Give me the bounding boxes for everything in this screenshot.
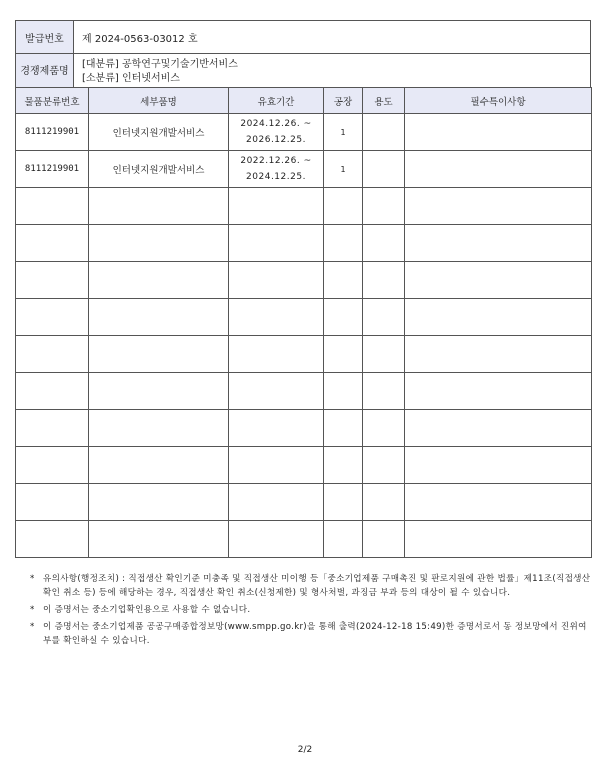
bullet-star: *: [30, 622, 35, 632]
empty-cell: [363, 299, 405, 336]
category-minor: [소분류] 인터넷서비스: [82, 72, 180, 84]
empty-cell: [89, 188, 229, 225]
product-table: [15, 87, 592, 558]
empty-cell: [16, 447, 89, 484]
empty-cell: [324, 521, 363, 558]
empty-cell: [405, 484, 592, 521]
empty-cell: [229, 299, 324, 336]
empty-cell: [405, 373, 592, 410]
table-row-empty: [16, 262, 592, 299]
empty-cell: [89, 447, 229, 484]
table-row-empty: [16, 188, 592, 225]
detail-product-name-cell: 인터넷지원개발서비스: [89, 114, 229, 151]
usage-cell: [363, 151, 405, 188]
note-verification: [30, 620, 595, 648]
empty-cell: [363, 188, 405, 225]
table-header-row: [16, 88, 592, 114]
detail-product-name-cell: 인터넷지원개발서비스: [89, 151, 229, 188]
empty-cell: [363, 225, 405, 262]
factory-cell: 1: [324, 114, 363, 151]
classification-number-cell: 8111219901: [16, 114, 89, 151]
note-usage-restriction: [30, 603, 595, 617]
table-row-empty: [16, 225, 592, 262]
product-name-label: 경쟁제품명: [16, 54, 74, 90]
empty-cell: [229, 521, 324, 558]
validity-period-cell: [229, 151, 324, 188]
empty-cell: [89, 484, 229, 521]
empty-cell: [89, 225, 229, 262]
empty-cell: [16, 299, 89, 336]
note-text: 이 증명서는 중소기업제품 공공구매종합정보망(www.smpp.go.kr)을 통해 출력(2024-12-18 15:49)한 증명서로서 동 정보망에서 진위여부를 확인하실 수 있습니다.: [43, 622, 587, 646]
empty-cell: [324, 484, 363, 521]
empty-cell: [229, 262, 324, 299]
usage-cell: [363, 114, 405, 151]
note-text: 이 증명서는 중소기업확인용으로 사용할 수 없습니다.: [43, 605, 251, 615]
empty-cell: [363, 484, 405, 521]
header-validity-period: 유효기간: [229, 88, 324, 114]
note-text: 유의사항(행정조치) : 직접생산 확인기준 미충족 및 직접생산 미이행 등「중소기업제품 구매촉진 및 판로지원에 관한 법률」제11조(직접생산 확인 취소 등) 등에 해당하는 경우, 직접생산 확인 취소(신청제한) 및 형사처벌, 과징금 부과 등의 대상이 될 수 있습니다.: [43, 574, 591, 598]
table-row-empty: [16, 299, 592, 336]
issue-number-label: 발급번호: [16, 21, 74, 54]
empty-cell: [229, 484, 324, 521]
certificate-info-table: [15, 20, 591, 90]
required-notes-cell: [405, 114, 592, 151]
table-row: [16, 114, 592, 151]
empty-cell: [405, 262, 592, 299]
empty-cell: [405, 410, 592, 447]
empty-cell: [363, 262, 405, 299]
table-row: [16, 151, 592, 188]
category-major: [대분류] 공학연구및기술기반서비스: [82, 58, 238, 70]
empty-cell: [324, 336, 363, 373]
empty-cell: [16, 484, 89, 521]
empty-cell: [16, 188, 89, 225]
table-row-empty: [16, 336, 592, 373]
empty-cell: [324, 447, 363, 484]
empty-cell: [363, 373, 405, 410]
empty-cell: [89, 299, 229, 336]
empty-cell: [89, 262, 229, 299]
empty-cell: [363, 521, 405, 558]
empty-cell: [229, 447, 324, 484]
header-required-notes: 필수특이사항: [405, 88, 592, 114]
validity-period-cell: [229, 114, 324, 151]
required-notes-cell: [405, 151, 592, 188]
empty-cell: [405, 299, 592, 336]
notes-section: [30, 572, 595, 651]
empty-cell: [405, 521, 592, 558]
period-end: 2026.12.25.: [246, 135, 306, 145]
empty-cell: [324, 299, 363, 336]
empty-cell: [16, 262, 89, 299]
factory-cell: 1: [324, 151, 363, 188]
empty-cell: [405, 447, 592, 484]
table-row-empty: [16, 373, 592, 410]
table-row-empty: [16, 521, 592, 558]
empty-cell: [229, 188, 324, 225]
issue-number-value: 제 2024-0563-03012 호: [74, 21, 591, 54]
header-classification-number: 물품분류번호: [16, 88, 89, 114]
empty-cell: [89, 410, 229, 447]
bullet-star: *: [30, 574, 35, 584]
empty-cell: [324, 262, 363, 299]
period-start: 2024.12.26. ~: [240, 119, 312, 129]
empty-cell: [363, 447, 405, 484]
empty-cell: [405, 225, 592, 262]
product-category-cell: [74, 54, 591, 90]
empty-cell: [363, 410, 405, 447]
empty-cell: [405, 188, 592, 225]
empty-cell: [16, 225, 89, 262]
empty-cell: [229, 410, 324, 447]
empty-cell: [229, 225, 324, 262]
empty-cell: [405, 336, 592, 373]
empty-cell: [89, 373, 229, 410]
empty-cell: [229, 336, 324, 373]
header-factory: 공장: [324, 88, 363, 114]
empty-cell: [16, 336, 89, 373]
note-administrative-action: [30, 572, 595, 600]
period-start: 2022.12.26. ~: [240, 156, 312, 166]
empty-cell: [363, 336, 405, 373]
empty-cell: [229, 373, 324, 410]
empty-cell: [16, 410, 89, 447]
table-row-empty: [16, 484, 592, 521]
empty-cell: [16, 373, 89, 410]
empty-cell: [89, 521, 229, 558]
empty-cell: [324, 373, 363, 410]
empty-cell: [16, 521, 89, 558]
page-number: 2/2: [297, 745, 313, 755]
empty-cell: [324, 225, 363, 262]
table-row-empty: [16, 447, 592, 484]
period-end: 2024.12.25.: [246, 172, 306, 182]
table-row-empty: [16, 410, 592, 447]
bullet-star: *: [30, 605, 35, 615]
header-detail-product-name: 세부품명: [89, 88, 229, 114]
empty-cell: [324, 410, 363, 447]
empty-cell: [89, 336, 229, 373]
empty-cell: [324, 188, 363, 225]
header-usage: 용도: [363, 88, 405, 114]
classification-number-cell: 8111219901: [16, 151, 89, 188]
